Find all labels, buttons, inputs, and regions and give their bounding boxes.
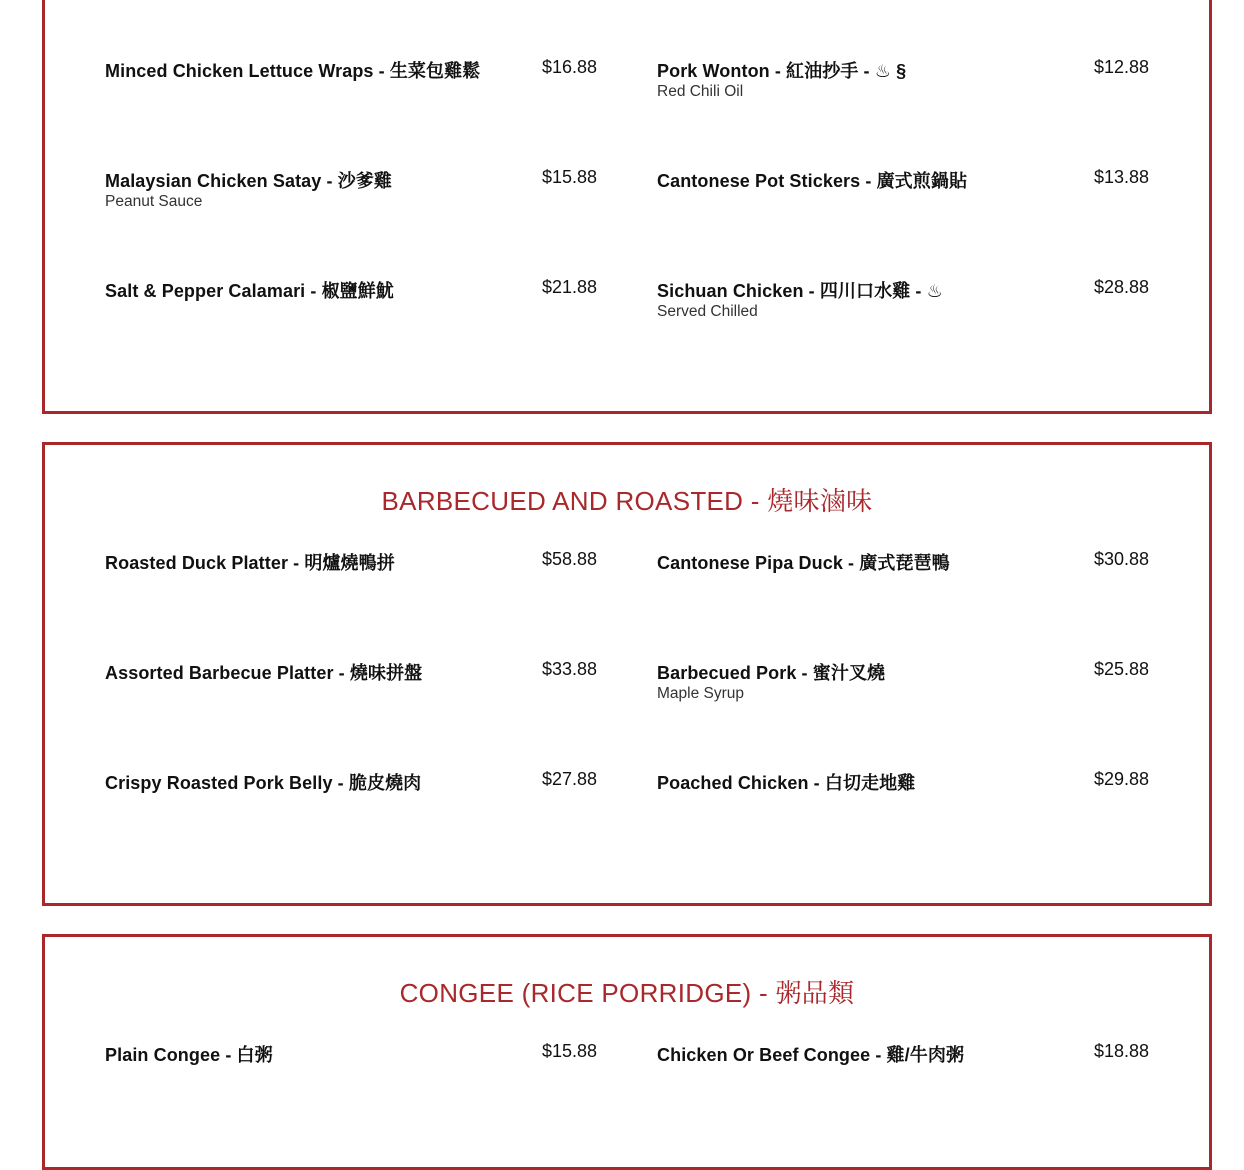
item-price: $27.88 <box>541 769 597 789</box>
item-name: Salt & Pepper Calamari - 椒鹽鮮魷 <box>105 281 394 301</box>
menu-item <box>105 549 597 609</box>
item-name: Cantonese Pipa Duck - 廣式琵琶鴨 <box>657 553 950 573</box>
section-title: BARBECUED AND ROASTED - 燒味滷味 <box>381 486 873 516</box>
item-description: Served Chilled <box>657 303 758 320</box>
item-name: Chicken Or Beef Congee - 雞/牛肉粥 <box>657 1045 965 1065</box>
item-name: Roasted Duck Platter - 明爐燒鴨拼 <box>105 553 395 573</box>
item-price: $28.88 <box>1093 277 1149 297</box>
item-price: $25.88 <box>1093 659 1149 679</box>
item-price: $33.88 <box>541 659 597 679</box>
item-name: Barbecued Pork - 蜜汁叉燒 <box>657 663 886 683</box>
item-name: Pork Wonton - 紅油抄手 - ♨ § <box>657 61 907 81</box>
menu-item <box>657 57 1149 117</box>
item-price: $12.88 <box>1093 57 1149 77</box>
item-name: Minced Chicken Lettuce Wraps - 生菜包雞鬆 <box>105 61 481 81</box>
item-name: Assorted Barbecue Platter - 燒味拼盤 <box>105 663 423 683</box>
item-name: Plain Congee - 白粥 <box>105 1045 273 1065</box>
item-description: Maple Syrup <box>657 685 745 702</box>
section-title: CONGEE (RICE PORRIDGE) - 粥品類 <box>399 978 855 1008</box>
menu-item <box>657 167 1149 227</box>
item-price: $15.88 <box>541 1041 597 1061</box>
item-price: $18.88 <box>1093 1041 1149 1061</box>
item-price: $30.88 <box>1093 549 1149 569</box>
barbecued-roasted-panel <box>42 442 1212 906</box>
menu-item <box>105 57 597 117</box>
menu-item <box>105 167 597 227</box>
item-description: Red Chili Oil <box>657 83 744 100</box>
menu-item <box>657 549 1149 609</box>
item-description: Peanut Sauce <box>105 193 203 210</box>
congee-panel <box>42 934 1212 1170</box>
item-name: Crispy Roasted Pork Belly - 脆皮燒肉 <box>105 773 422 793</box>
item-price: $58.88 <box>541 549 597 569</box>
menu-item <box>105 277 597 337</box>
menu-item <box>105 1041 597 1101</box>
menu-item <box>657 769 1149 829</box>
item-name: Poached Chicken - 白切走地雞 <box>657 773 916 793</box>
menu-item <box>657 659 1149 719</box>
item-name: Sichuan Chicken - 四川口水雞 - ♨ <box>657 281 943 301</box>
item-name: Malaysian Chicken Satay - 沙爹雞 <box>105 171 392 191</box>
item-price: $29.88 <box>1093 769 1149 789</box>
item-name: Cantonese Pot Stickers - 廣式煎鍋貼 <box>657 171 968 191</box>
item-price: $13.88 <box>1093 167 1149 187</box>
menu-item <box>657 1041 1149 1101</box>
item-price: $16.88 <box>541 57 597 77</box>
menu-item <box>105 659 597 719</box>
menu-item <box>105 769 597 829</box>
appetizers-panel <box>42 0 1212 414</box>
item-price: $21.88 <box>541 277 597 297</box>
menu-item <box>657 277 1149 337</box>
item-price: $15.88 <box>541 167 597 187</box>
